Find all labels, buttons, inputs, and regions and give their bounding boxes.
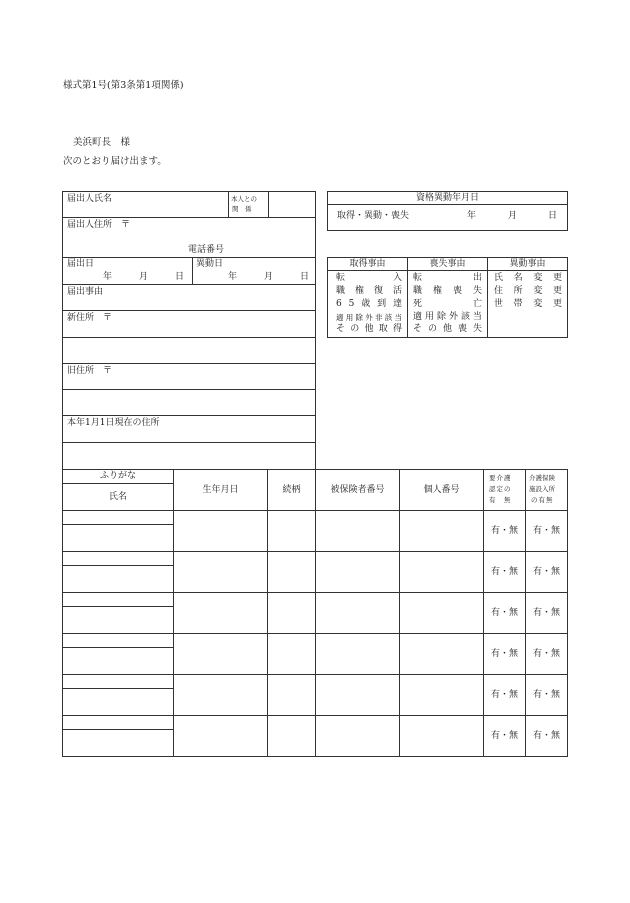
change-date-year: 年: [228, 272, 238, 282]
furigana-header: ふりがな: [99, 471, 136, 481]
personal-number-header: 個人番号: [423, 484, 460, 495]
reason-label: 届出事由: [67, 287, 104, 297]
qualification-month: 月: [508, 211, 518, 221]
reason-item[interactable]: 6 5 歳 到 達: [336, 299, 402, 309]
care-required-choice[interactable]: 有・無: [490, 607, 518, 618]
old-address-label: 旧住所 〒: [67, 366, 113, 376]
old-address-field[interactable]: [63, 390, 314, 414]
reason-item[interactable]: 職 権 復 活: [336, 286, 402, 296]
reason-item[interactable]: 転 出: [413, 273, 482, 283]
care-required-choice[interactable]: 有・無: [490, 730, 518, 741]
change-date-label: 異動日: [196, 259, 224, 269]
facility-header-line3: の有無: [531, 496, 554, 504]
facility-choice[interactable]: 有・無: [532, 689, 560, 700]
insured-number-header: 被保険者番号: [330, 484, 385, 495]
birthdate-header: 生年月日: [202, 484, 239, 495]
applicant-name-label: 届出人氏名: [67, 194, 113, 204]
reason-item[interactable]: 適 用 除 外 非 該 当: [336, 313, 402, 322]
change-date-month: 月: [264, 272, 274, 282]
facility-header-line1: 介護保険: [529, 474, 555, 482]
loss-header: 喪失事由: [429, 258, 466, 269]
facility-choice[interactable]: 有・無: [532, 566, 560, 577]
report-date-year: 年: [103, 272, 113, 282]
reason-item[interactable]: 職 権 喪 失: [413, 286, 482, 296]
care-required-choice[interactable]: 有・無: [490, 525, 518, 536]
care-required-header-line3: 有 無: [489, 496, 512, 504]
reason-item[interactable]: 適 用 除 外 該 当: [413, 312, 482, 322]
report-date-label: 届出日: [67, 259, 95, 269]
reason-field[interactable]: [63, 297, 314, 309]
qualification-types[interactable]: 取得・異動・喪失: [337, 211, 410, 221]
facility-choice[interactable]: 有・無: [532, 525, 560, 536]
facility-choice[interactable]: 有・無: [532, 607, 560, 618]
relation-label-line1: 本人との: [231, 195, 257, 203]
qualification-year: 年: [467, 211, 477, 221]
care-required-choice[interactable]: 有・無: [490, 566, 518, 577]
new-address-field[interactable]: [63, 338, 314, 362]
name-header: 氏名: [108, 491, 127, 502]
applicant-address-field[interactable]: [63, 231, 314, 244]
qualification-title: 資格異動年月日: [415, 192, 479, 203]
applicant-address-label: 届出人住所 〒: [67, 220, 131, 230]
relationship-header: 続柄: [282, 484, 301, 495]
change-header: 異動事由: [509, 258, 546, 269]
relation-field[interactable]: [269, 192, 314, 217]
form-number: 様式第1号(第3条第1項関係): [63, 80, 184, 91]
recipient-title: 美浜町長 様: [73, 137, 131, 148]
facility-choice[interactable]: 有・無: [532, 730, 560, 741]
care-required-header-line2: 認定の: [489, 485, 512, 493]
care-required-choice[interactable]: 有・無: [490, 648, 518, 659]
relation-label-line2: 関 係: [232, 205, 252, 213]
acquisition-header: 取得事由: [349, 258, 386, 269]
reason-item[interactable]: そ の 他 喪 失: [413, 324, 482, 334]
intro-text: 次のとおり届け出ます。: [63, 156, 167, 167]
applicant-name-field[interactable]: [63, 203, 227, 216]
facility-header-line2: 施設入所: [529, 485, 555, 493]
qualification-day: 日: [548, 211, 558, 221]
reason-item[interactable]: 住 所 変 更: [494, 286, 562, 296]
reason-item[interactable]: 転 入: [336, 273, 402, 283]
jan1-address-label: 本年1月1日現在の住所: [67, 418, 160, 428]
reason-item[interactable]: 死 亡: [413, 299, 482, 309]
facility-choice[interactable]: 有・無: [532, 648, 560, 659]
new-address-label: 新住所 〒: [67, 313, 113, 323]
care-required-header-line1: 要介護: [489, 474, 512, 482]
care-required-choice[interactable]: 有・無: [490, 689, 518, 700]
change-date-day: 日: [300, 272, 310, 282]
jan1-address-field[interactable]: [63, 443, 314, 468]
reason-item[interactable]: そ の 他 取 得: [336, 324, 402, 334]
report-date-month: 月: [139, 272, 149, 282]
reason-item[interactable]: 氏 名 変 更: [494, 273, 562, 283]
report-date-day: 日: [175, 272, 185, 282]
reason-item[interactable]: 世 帯 変 更: [494, 299, 562, 309]
phone-label: 電話番号: [188, 245, 225, 255]
